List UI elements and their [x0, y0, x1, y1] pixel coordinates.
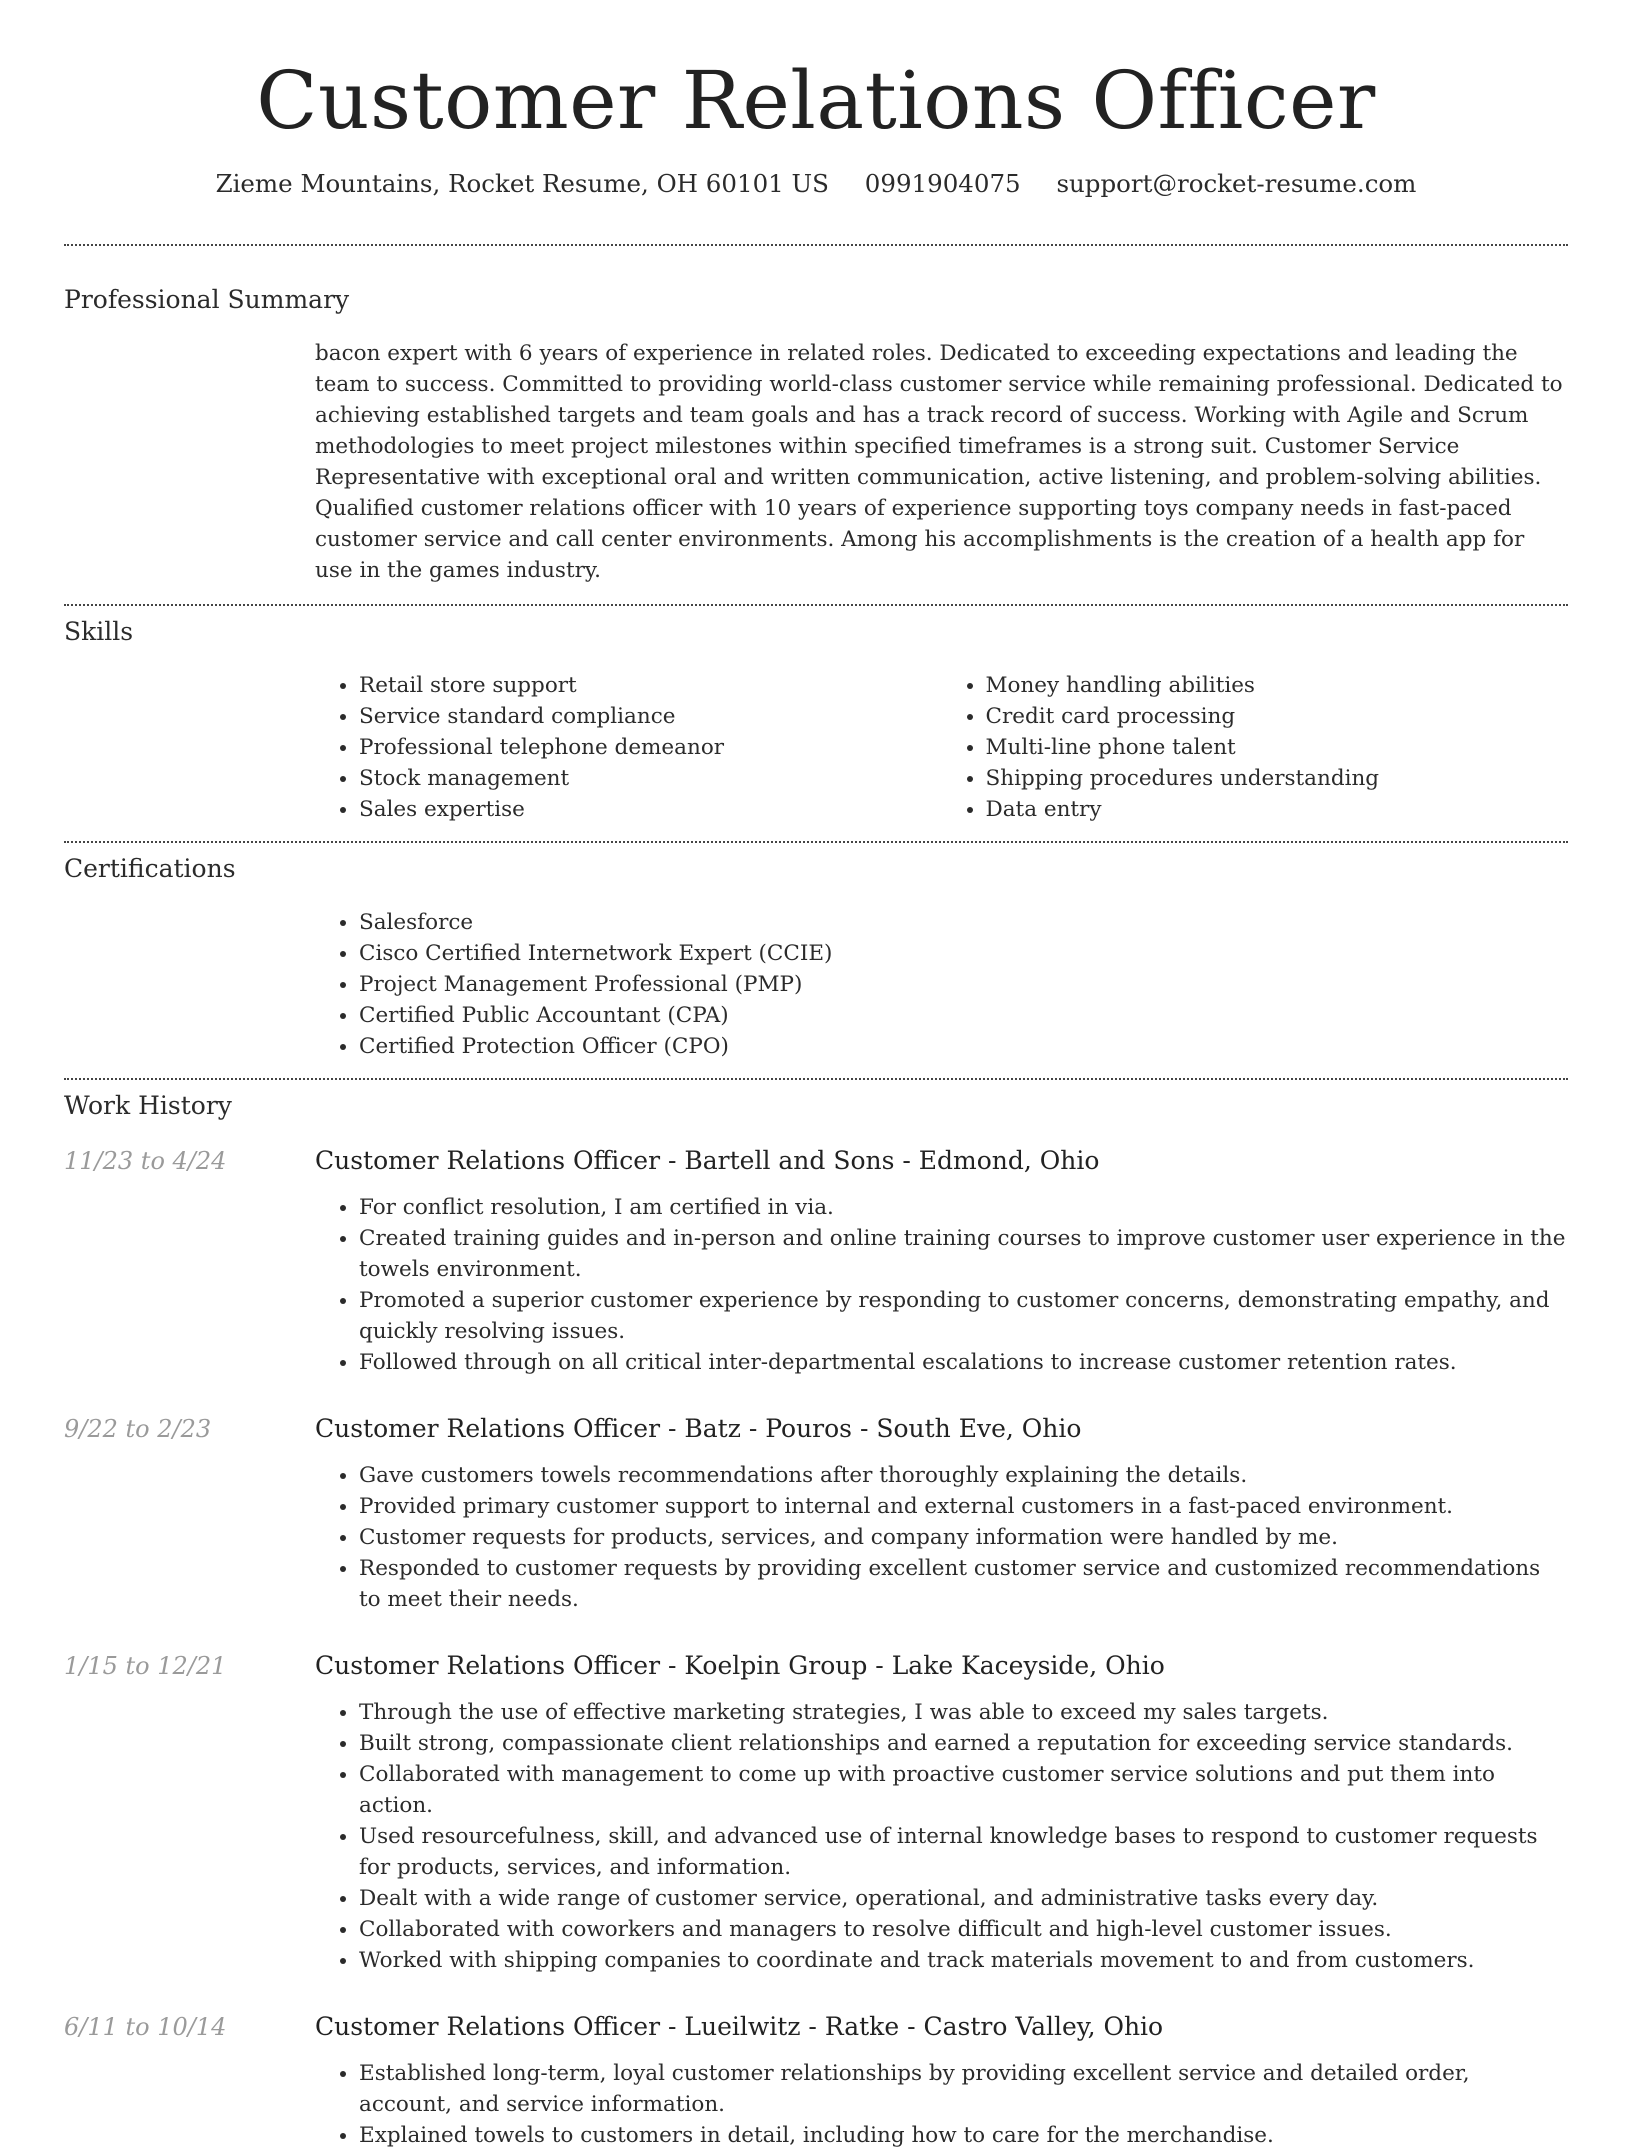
work-title: Work History — [64, 1091, 232, 1120]
certifications-section — [64, 843, 1568, 1078]
resume-page — [64, 0, 1568, 2151]
job-bullets — [315, 2058, 1568, 2151]
skill-item: • Credit card processing — [986, 701, 1569, 732]
job-bullet: • Provided primary customer support to internal and external customers in a fast-paced environment. — [359, 1491, 1568, 1522]
skill-item: • Sales expertise — [359, 794, 942, 825]
skills-list-right — [942, 670, 1569, 825]
job-title: Customer Relations Officer - Bartell and Sons - Edmond, Ohio — [315, 1146, 1100, 1175]
certification-item: • Certified Public Accountant (CPA) — [359, 1000, 1568, 1031]
contact-address: Zieme Mountains, Rocket Resume, OH 60101 US — [215, 169, 829, 198]
job-bullet: • Created training guides and in-person and online training courses to improve customer user experience in the towels environment. — [359, 1223, 1568, 1285]
summary-title: Professional Summary — [64, 285, 350, 314]
job-bullet: • Followed through on all critical inter-departmental escalations to increase customer retention rates. — [359, 1347, 1568, 1378]
skill-item: • Professional telephone demeanor — [359, 732, 942, 763]
skill-item: • Stock management — [359, 763, 942, 794]
certification-item: • Salesforce — [359, 907, 1568, 938]
contact-email: support@rocket-resume.com — [1056, 169, 1417, 198]
skill-item: • Money handling abilities — [986, 670, 1569, 701]
skill-item: • Service standard compliance — [359, 701, 942, 732]
contact-phone: 0991904075 — [864, 169, 1021, 198]
job-dates: 11/23 to 4/24 — [64, 1147, 227, 1175]
job-entry — [64, 2010, 1568, 2151]
job-bullet: • For conflict resolution, I am certified in via. — [359, 1192, 1568, 1223]
skill-item: • Data entry — [986, 794, 1569, 825]
job-bullet: • Through the use of effective marketing strategies, I was able to exceed my sales targets. — [359, 1697, 1568, 1728]
job-title: Customer Relations Officer - Koelpin Group - Lake Kaceyside, Ohio — [315, 1651, 1165, 1680]
job-bullet: • Collaborated with management to come up with proactive customer service solutions and put them into action. — [359, 1759, 1568, 1821]
certifications-title: Certifications — [64, 854, 236, 883]
job-bullet: • Built strong, compassionate client relationships and earned a reputation for exceeding service standards. — [359, 1728, 1568, 1759]
job-entry — [64, 1412, 1568, 1615]
job-dates: 9/22 to 2/23 — [64, 1415, 212, 1443]
contact-line — [64, 168, 1568, 200]
work-section — [64, 1080, 1568, 2151]
summary-text: bacon expert with 6 years of experience in related roles. Dedicated to exceeding expectations and leading the team to success. Committed to providing world-class customer service while remaining professional. Dedicated to achieving established targets and team goals and has a track record of success. Working with Agile and Scrum methodologies to meet project milestones within specified timeframes is a strong suit. Customer Service Representative with exceptional oral and written communication, active listening, and problem-solving abilities. Qualified customer relations officer with 10 years of experience supporting toys company needs in fast-paced customer service and call center environments. Among his accomplishments is the creation of a health app for use in the games industry. — [315, 341, 1563, 583]
certification-item: • Certified Protection Officer (CPO) — [359, 1031, 1568, 1062]
job-entry — [64, 1144, 1568, 1378]
job-dates: 1/15 to 12/21 — [64, 1652, 227, 1680]
job-bullet: • Collaborated with coworkers and managers to resolve difficult and high-level customer issues. — [359, 1914, 1568, 1945]
job-bullet: • Used resourcefulness, skill, and advanced use of internal knowledge bases to respond to customer requests for products, services, and information. — [359, 1821, 1568, 1883]
skill-item: • Retail store support — [359, 670, 942, 701]
job-bullet: • Established long-term, loyal customer relationships by providing excellent service and detailed order, account, and service information. — [359, 2058, 1568, 2120]
job-bullets — [315, 1697, 1568, 1976]
resume-name: Customer Relations Officer — [256, 54, 1376, 147]
skills-list-left — [315, 670, 942, 825]
job-entry — [64, 1649, 1568, 1976]
skill-item: • Shipping procedures understanding — [986, 763, 1569, 794]
job-dates: 6/11 to 10/14 — [64, 2013, 227, 2041]
job-bullet: • Customer requests for products, services, and company information were handled by me. — [359, 1522, 1568, 1553]
skills-title: Skills — [64, 617, 134, 646]
skills-section — [64, 606, 1568, 841]
job-bullet: • Worked with shipping companies to coordinate and track materials movement to and from customers. — [359, 1945, 1568, 1976]
job-title: Customer Relations Officer - Lueilwitz - Ratke - Castro Valley, Ohio — [315, 2012, 1164, 2041]
job-bullet: • Dealt with a wide range of customer service, operational, and administrative tasks every day. — [359, 1883, 1568, 1914]
certification-item: • Cisco Certified Internetwork Expert (CCIE) — [359, 938, 1568, 969]
job-bullet: • Promoted a superior customer experience by responding to customer concerns, demonstrating empathy, and quickly resolving issues. — [359, 1285, 1568, 1347]
job-bullet: • Explained towels to customers in detail, including how to care for the merchandise. — [359, 2120, 1568, 2151]
job-bullet: • Gave customers towels recommendations after thoroughly explaining the details. — [359, 1460, 1568, 1491]
job-title: Customer Relations Officer - Batz - Pouros - South Eve, Ohio — [315, 1414, 1082, 1443]
summary-section — [64, 246, 1568, 604]
job-bullets — [315, 1192, 1568, 1378]
certification-item: • Project Management Professional (PMP) — [359, 969, 1568, 1000]
certifications-list — [315, 907, 1568, 1062]
job-bullet: • Responded to customer requests by providing excellent customer service and customized recommendations to meet their needs. — [359, 1553, 1568, 1615]
skills-columns — [315, 670, 1568, 825]
skill-item: • Multi-line phone talent — [986, 732, 1569, 763]
job-bullets — [315, 1460, 1568, 1615]
